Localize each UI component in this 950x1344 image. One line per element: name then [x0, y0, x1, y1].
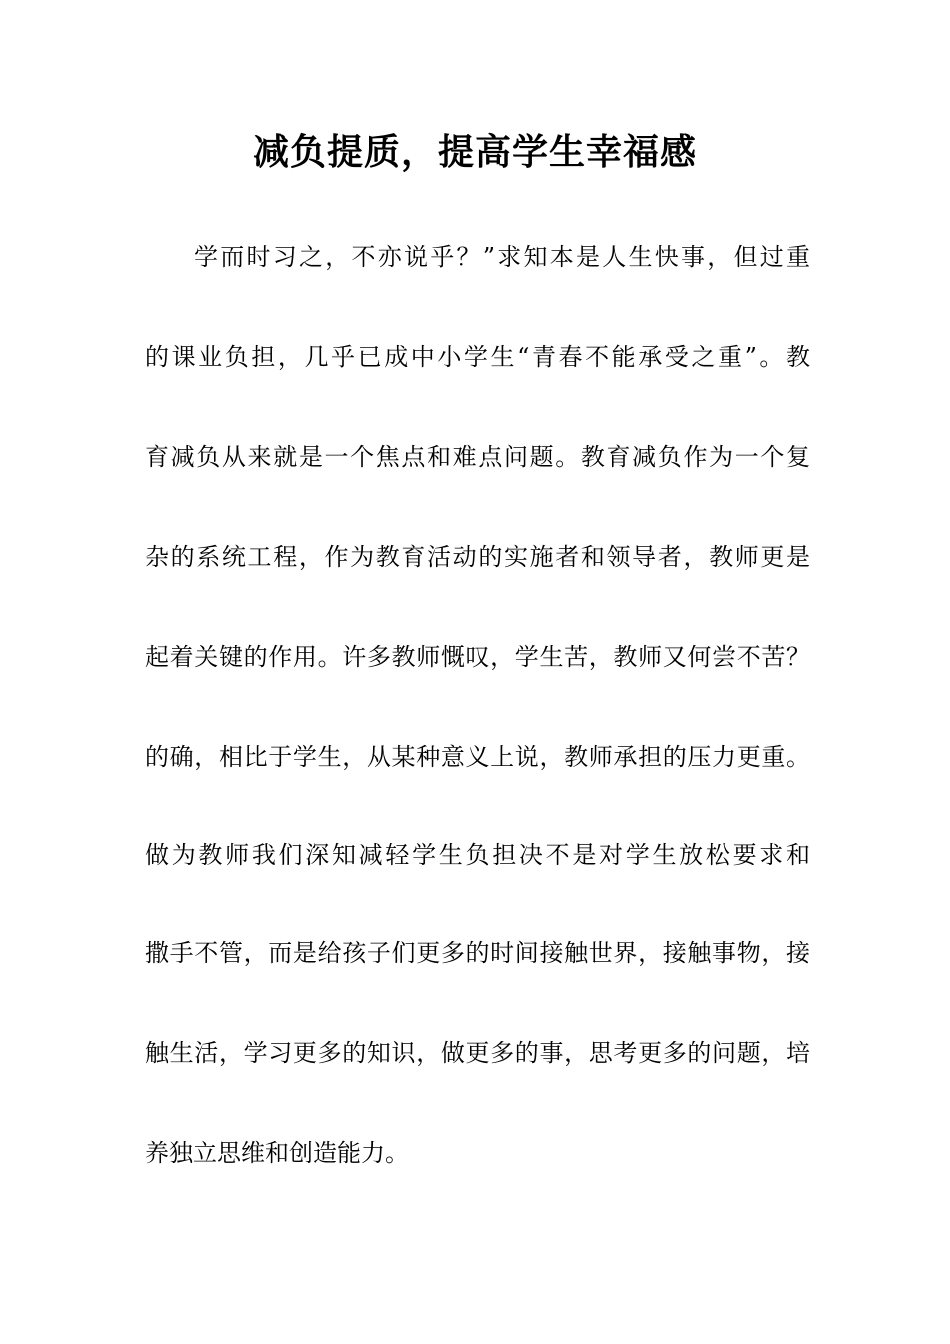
document-title: 减负提质，提高学生幸福感	[252, 131, 697, 173]
body-line: 触生活，学习更多的知识，做更多的事，思考更多的问题，培	[145, 1039, 810, 1067]
body-line: 杂的系统工程，作为教育活动的实施者和领导者，教师更是	[145, 543, 810, 571]
body-line: 做为教师我们深知减轻学生负担决不是对学生放松要求和	[145, 841, 810, 869]
body-line: 养独立思维和创造能力。	[145, 1139, 409, 1167]
body-line: 育减负从来就是一个焦点和难点问题。教育减负作为一个复	[145, 443, 810, 471]
body-line: 学而时习之，不亦说乎？”求知本是人生快事，但过重	[194, 243, 810, 271]
body-line: 撒手不管，而是给孩子们更多的时间接触世界，接触事物，接	[145, 939, 810, 967]
body-line: 的课业负担，几乎已成中小学生“青春不能承受之重”。教	[145, 343, 810, 371]
body-line: 的确，相比于学生，从某种意义上说，教师承担的压力更重。	[145, 743, 810, 771]
body-line: 起着关键的作用。许多教师慨叹，学生苦，教师又何尝不苦？	[145, 643, 810, 671]
